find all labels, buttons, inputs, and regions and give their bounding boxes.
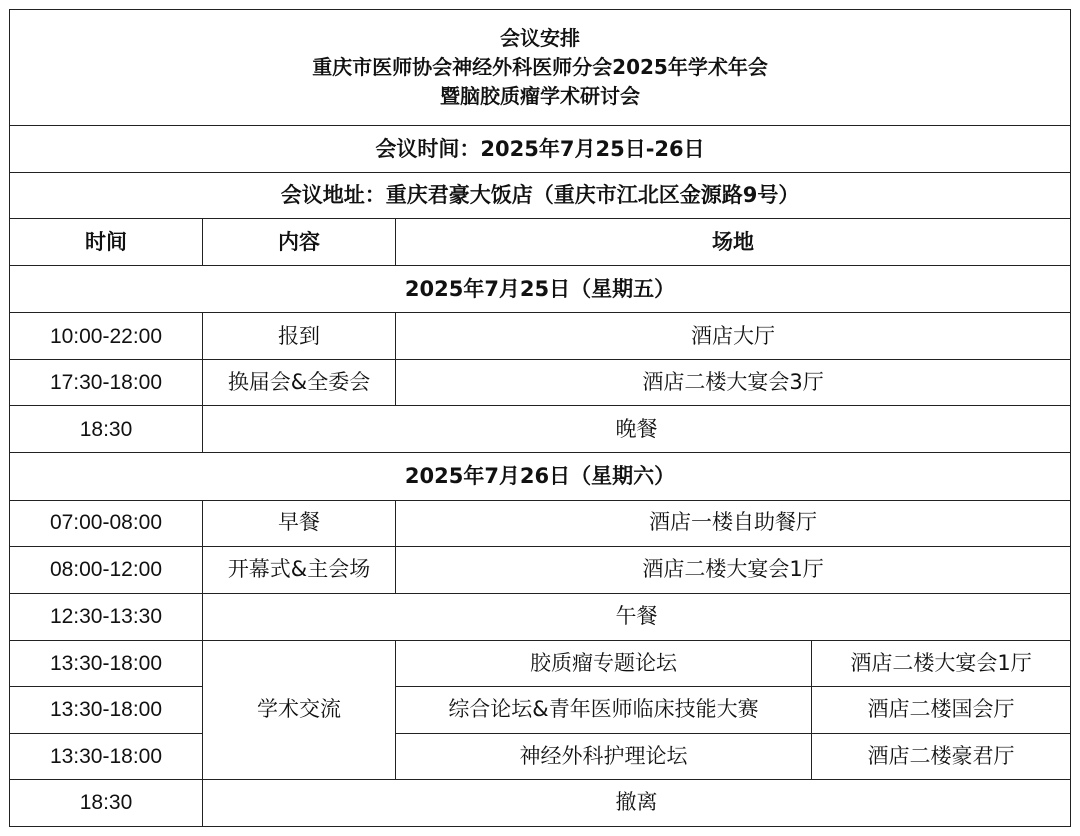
title-line-2: 重庆市医师协会神经外科医师分会2025年学术年会 [312, 55, 768, 80]
table-row [10, 313, 1071, 360]
table-row [10, 360, 1071, 406]
table-row [10, 686, 1071, 733]
row-time: 17:30-18:00 [10, 360, 203, 406]
row-time: 13:30-18:00 [10, 686, 203, 733]
row-content: 换届会&全委会 [203, 360, 396, 406]
table-row [10, 779, 1071, 826]
meeting-time-row [10, 126, 1071, 173]
session-venue: 酒店二楼国会厅 [812, 686, 1071, 733]
row-venue: 酒店一楼自助餐厅 [396, 500, 1071, 546]
row-time: 18:30 [10, 406, 203, 453]
table-row [10, 546, 1071, 593]
session-forum: 胶质瘤专题论坛 [396, 640, 812, 686]
session-forum: 综合论坛&青年医师临床技能大赛 [396, 686, 812, 733]
row-venue: 酒店大厅 [396, 313, 1071, 360]
day2-header-row [10, 453, 1071, 500]
session-forum: 神经外科护理论坛 [396, 733, 812, 779]
title-row [10, 10, 1071, 126]
row-content: 开幕式&主会场 [203, 546, 396, 593]
day1-header-row [10, 266, 1071, 313]
row-time: 07:00-08:00 [10, 500, 203, 546]
session-venue: 酒店二楼大宴会1厅 [812, 640, 1071, 686]
header-content: 内容 [203, 219, 396, 266]
header-venue: 场地 [396, 219, 1071, 266]
row-time: 08:00-12:00 [10, 546, 203, 593]
header-time: 时间 [10, 219, 203, 266]
title-line-3: 暨脑胶质瘤学术研讨会 [440, 84, 641, 109]
header-row [10, 219, 1071, 266]
row-time: 13:30-18:00 [10, 733, 203, 779]
table-row [10, 406, 1071, 453]
day2-label: 2025年7月26日（星期六） [10, 453, 1071, 500]
meeting-address: 会议地址：重庆君豪大饭店（重庆市江北区金源路9号） [10, 173, 1071, 219]
title-cell [10, 10, 1071, 126]
meeting-address-row [10, 173, 1071, 219]
table-row [10, 640, 1071, 686]
row-content: 早餐 [203, 500, 396, 546]
row-venue: 酒店二楼大宴会1厅 [396, 546, 1071, 593]
schedule-table [9, 9, 1071, 827]
row-time: 13:30-18:00 [10, 640, 203, 686]
row-time: 10:00-22:00 [10, 313, 203, 360]
row-content: 午餐 [203, 593, 1071, 640]
table-row [10, 593, 1071, 640]
table-row [10, 500, 1071, 546]
title-line-1: 会议安排 [500, 26, 581, 51]
meeting-time: 会议时间：2025年7月25日-26日 [10, 126, 1071, 173]
row-venue: 酒店二楼大宴会3厅 [396, 360, 1071, 406]
row-content: 报到 [203, 313, 396, 360]
session-venue: 酒店二楼豪君厅 [812, 733, 1071, 779]
day1-label: 2025年7月25日（星期五） [10, 266, 1071, 313]
row-content: 晚餐 [203, 406, 1071, 453]
row-content: 撤离 [203, 779, 1071, 826]
row-time: 12:30-13:30 [10, 593, 203, 640]
academic-content: 学术交流 [203, 640, 396, 779]
table-row [10, 733, 1071, 779]
row-time: 18:30 [10, 779, 203, 826]
